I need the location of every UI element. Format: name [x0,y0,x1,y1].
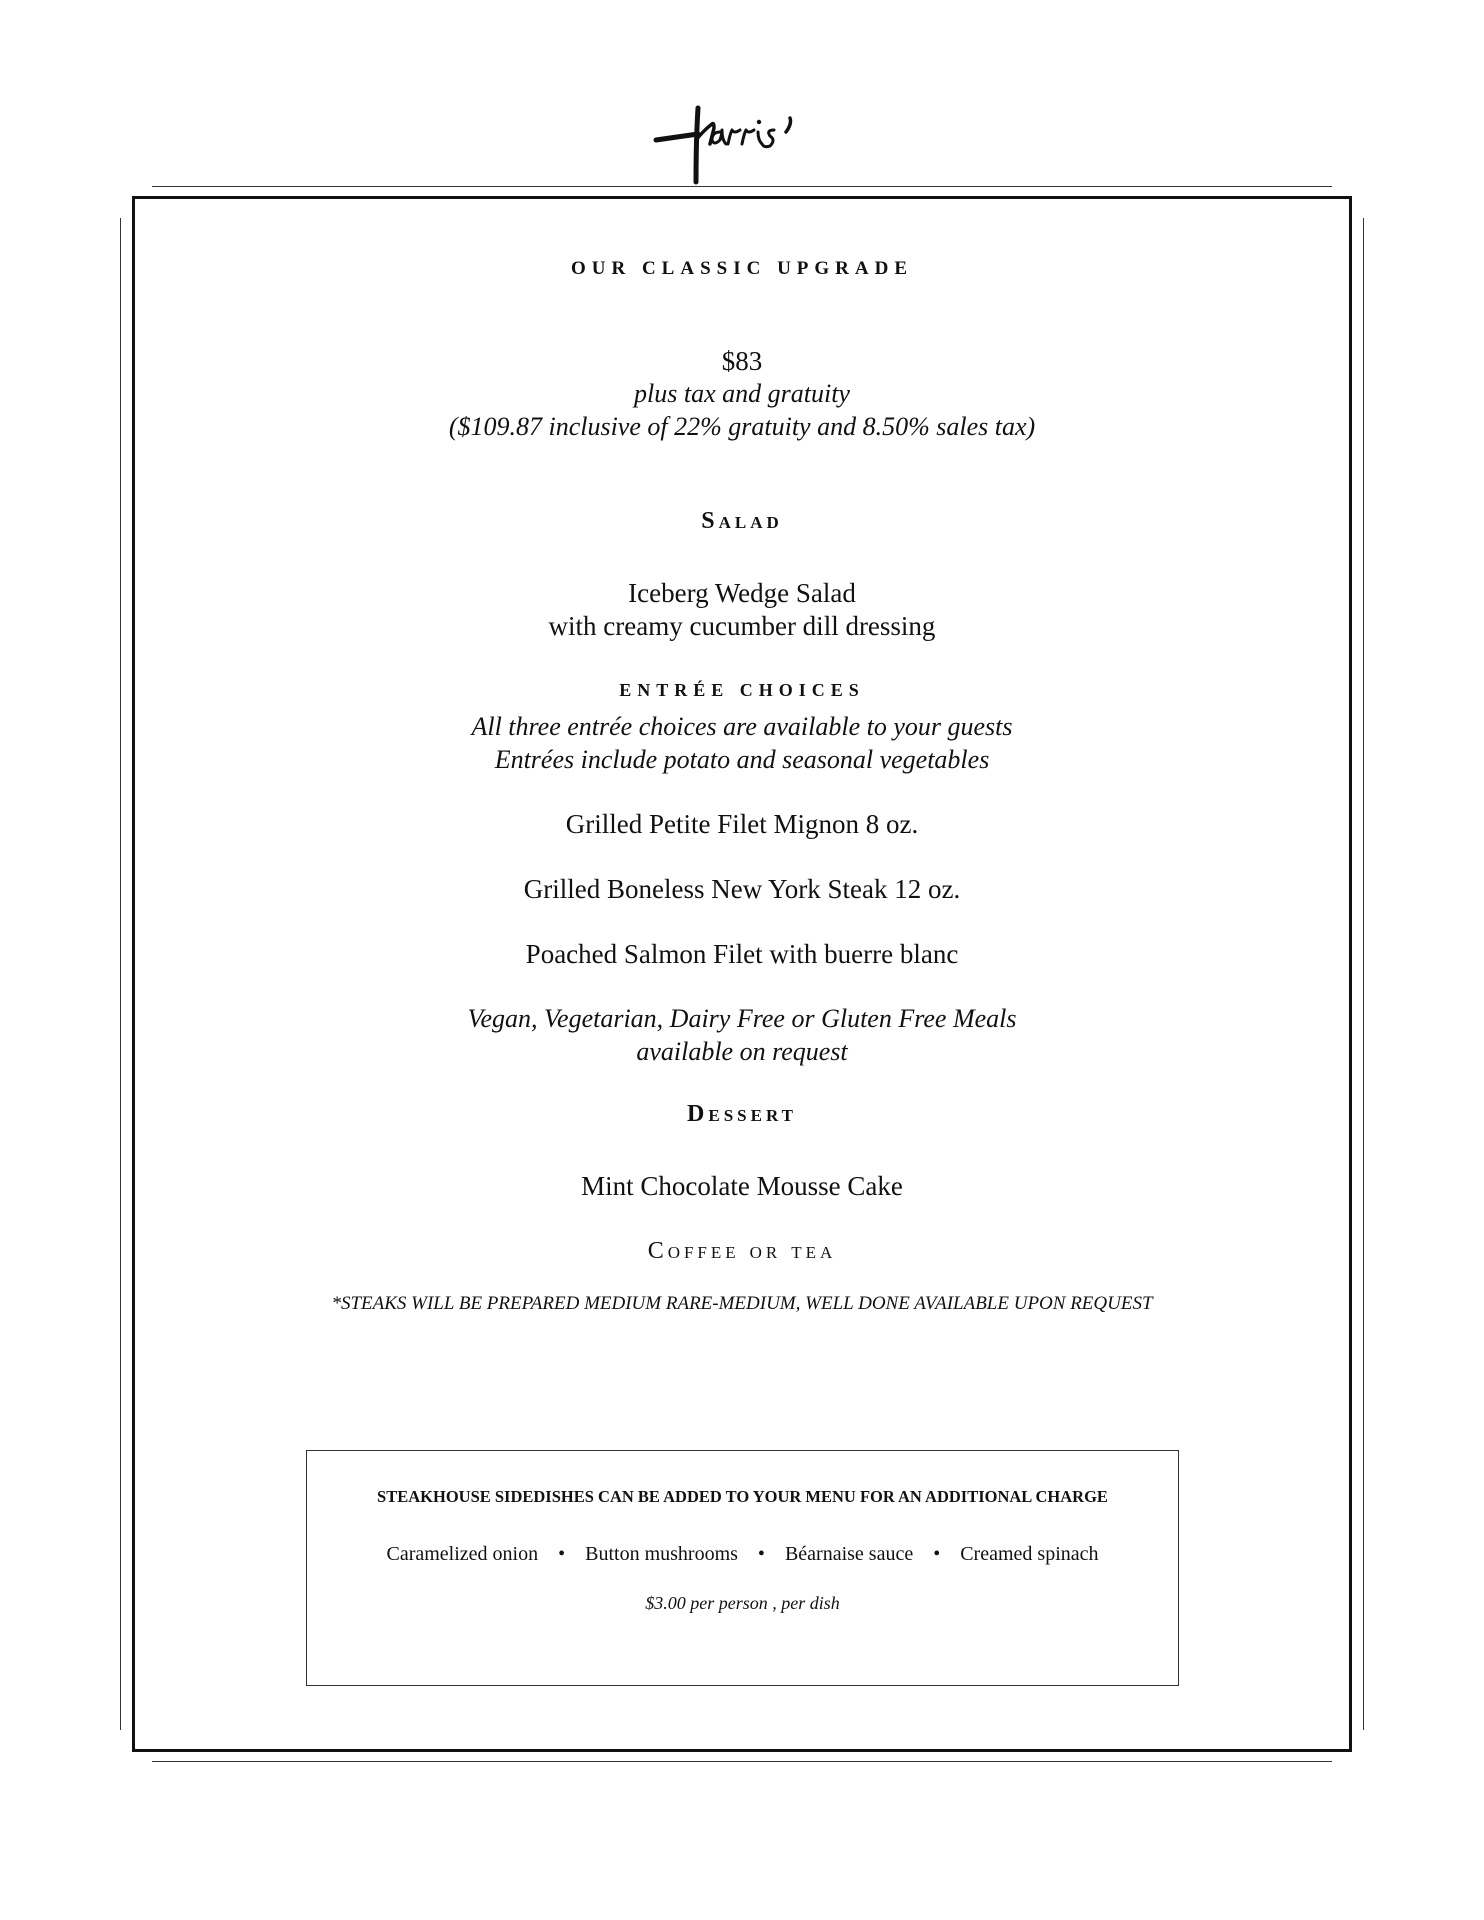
coffee-or-tea: Coffee or tea [647,1238,837,1264]
steak-note: *STEAKS WILL BE PREPARED MEDIUM RARE-MEDIUM, WELL DONE AVAILABLE UPON REQUEST [331,1293,1153,1314]
bullet-separator: • [933,1543,941,1565]
entree-item-salmon: Poached Salmon Filet with buerre blanc [525,939,959,969]
side-item-spinach: Creamed spinach [960,1543,1099,1565]
dessert-item: Mint Chocolate Mousse Cake [581,1171,903,1201]
sidedishes-box [306,1450,1179,1686]
side-item-bearnaise: Béarnaise sauce [784,1543,914,1565]
sidedishes-price: $3.00 per person , per dish [645,1593,840,1613]
menu-price: $83 [721,346,763,376]
side-item-onion: Caramelized onion [386,1543,539,1565]
bullet-separator: • [558,1543,566,1565]
side-item-mushrooms: Button mushrooms [585,1543,738,1565]
dietary-note-2: available on request [636,1037,848,1066]
entree-item-new-york: Grilled Boneless New York Steak 12 oz. [523,874,961,904]
entree-note-2: Entrées include potato and seasonal vegetables [494,745,990,774]
salad-item: Iceberg Wedge Salad [628,578,856,608]
sidedishes-list [307,1543,1178,1566]
price-note: plus tax and gratuity [634,379,850,408]
bullet-separator: • [757,1543,765,1565]
sidedishes-title: STEAKHOUSE SIDEDISHES CAN BE ADDED TO YOUR MENU FOR AN ADDITIONAL CHARGE [377,1487,1108,1506]
entree-heading: ENTRÉE CHOICES [619,680,865,700]
price-inclusive: ($109.87 inclusive of 22% gratuity and 8.50% sales tax) [448,412,1036,441]
menu-title: OUR CLASSIC UPGRADE [570,258,914,279]
entree-note-1: All three entrée choices are available to your guests [471,712,1013,741]
dietary-note-1: Vegan, Vegetarian, Dairy Free or Gluten Free Meals [467,1004,1017,1033]
dessert-heading: Dessert [687,1101,797,1127]
harris-logo [650,100,850,190]
salad-heading: Salad [701,508,783,534]
entree-item-filet: Grilled Petite Filet Mignon 8 oz. [565,809,919,839]
salad-description: with creamy cucumber dill dressing [548,611,936,641]
